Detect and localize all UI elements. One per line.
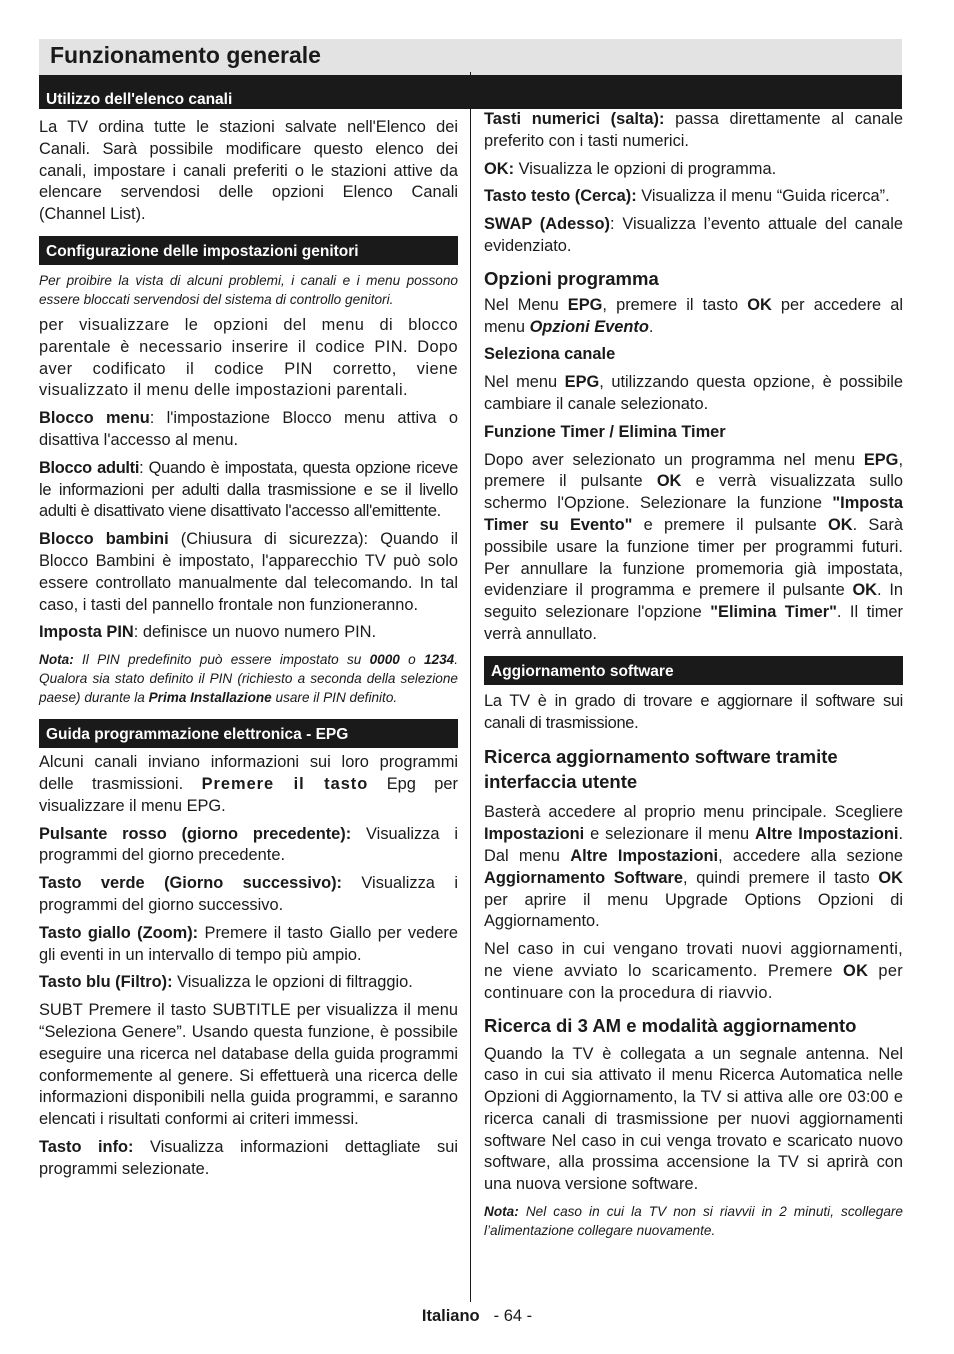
- search-update-paragraph: Basterà accedere al proprio menu principale. Scegliere Impostazioni e selezionare il menu Altre Impostazioni. Dal menu Altre Impostazioni, accedere alla sezione Aggiornamento Software, quindi premere il tasto OK per aprire il menu Upgrade Options Opzioni di Aggiornamento.: [484, 803, 903, 931]
- channel-list-paragraph: La TV ordina tutte le stazioni salvate nell'Elenco dei Canali. Sarà possibile modificare questo elenco dei canali, impostare i canali preferiti o le stazioni attive da elencare servendosi delle opzioni Elenco Canali (Channel List).: [39, 118, 458, 224]
- epg-green-button: Tasto verde (Giorno successivo): Visualizza i programmi del giorno successivo.: [39, 874, 458, 914]
- left-column: [39, 80, 458, 1186]
- blocco-menu-item: Blocco menu: l'impostazione Blocco menu attiva o disattiva l'accesso al menu.: [39, 409, 458, 449]
- timer-heading: Funzione Timer / Elimina Timer: [484, 422, 726, 441]
- pin-note: Nota: Il PIN predefinito può essere impostato su 0000 o 1234. Qualora sia stato definito il PIN (richiesto a seconda della selezione paese) durante la Prima Installazione usare il PIN definito.: [39, 652, 458, 706]
- program-options-paragraph: Nel Menu EPG, premere il tasto OK per accedere al menu Opzioni Evento.: [484, 295, 903, 336]
- update-found-paragraph: Nel caso in cui vengano trovati nuovi aggiornamenti, ne viene avviato lo scaricamento. Premere OK per continuare con la procedura di riavvio.: [484, 940, 903, 1002]
- section-band-parental: Configurazione delle impostazioni genitori: [39, 236, 458, 265]
- numeric-keys-item: Tasti numerici (salta): passa direttamente al canale preferito con i tasti numerici.: [484, 110, 903, 150]
- imposta-pin-item: Imposta PIN: definisce un nuovo numero PIN.: [39, 623, 377, 642]
- ok-item: OK: Visualizza le opzioni di programma.: [484, 159, 777, 178]
- timer-paragraph: Dopo aver selezionato un programma nel menu EPG, premere il pulsante OK e verrà visualizzata sullo schermo l'Opzione. Selezionare la funzione "Imposta Timer su Evento" e premere il pulsante OK. Sarà possibile usare la funzione timer per programmi futuri. Per annullare la funzione promemoria già impostata, evidenziare il programma e premere il pulsante OK. In seguito selezionare l'opzione "Elimina Timer". Il timer verrà annullato.: [484, 450, 904, 643]
- column-divider: [470, 72, 471, 1302]
- text-key-item: Tasto testo (Cerca): Visualizza il menu “Guida ricerca”.: [484, 187, 890, 206]
- page-number: - 64 -: [493, 1307, 533, 1325]
- am-search-heading: Ricerca di 3 AM e modalità aggiornamento: [484, 1014, 857, 1036]
- footer-language: Italiano: [421, 1307, 480, 1325]
- epg-yellow-button: Tasto giallo (Zoom): Premere il tasto Giallo per vedere gli eventi in un intervallo di tempo più ampio.: [39, 923, 459, 964]
- program-options-heading: Opzioni programma: [484, 267, 659, 289]
- swap-item: SWAP (Adesso): Visualizza l’evento attuale del canale evidenziato.: [484, 215, 904, 255]
- section-band-channel-list: Utilizzo dell'elenco canali: [46, 91, 233, 108]
- section-band-epg: Guida programmazione elettronica - EPG: [39, 719, 458, 748]
- restart-note: Nota: Nel caso in cui la TV non si riavvii in 2 minuti, scollegare l’alimentazione collegare nuovamente.: [484, 1204, 903, 1239]
- select-channel-heading: Seleziona canale: [484, 345, 616, 364]
- page-title: Funzionamento generale: [50, 42, 321, 68]
- epg-intro: Alcuni canali inviano informazioni sui loro programmi delle trasmissioni. Premere il tasto Epg per visualizzare il menu EPG.: [39, 753, 458, 815]
- page-title-bar: [39, 39, 902, 75]
- epg-subt: SUBT Premere il tasto SUBTITLE per visualizza il menu “Seleziona Genere”. Usando questa funzione, è possibile eseguire una ricerca nel database della guida programmi conformemente al genere. Si effettuerà una ricerca delle informazioni disponibili nella guida programmi, e saranno elencati i risultati conformi ai criteri immessi.: [39, 1001, 458, 1129]
- search-update-heading: Ricerca aggiornamento software tramite interfaccia utente: [484, 746, 838, 793]
- epg-red-button: Pulsante rosso (giorno precedente): Visualizza i programmi del giorno precedente.: [39, 824, 458, 865]
- section-band-software-update: Aggiornamento software: [484, 656, 903, 685]
- epg-blue-button: Tasto blu (Filtro): Visualizza le opzioni di filtraggio.: [39, 973, 413, 992]
- software-update-paragraph: La TV è in grado di trovare e aggiornare il software sui canali di trasmissione.: [484, 691, 903, 732]
- page-footer: [0, 1307, 954, 1326]
- parental-paragraph: per visualizzare le opzioni del menu di blocco parentale è necessario inserire il codice PIN. Dopo aver codificato il codice PIN corretto, viene visualizzato il menu delle impostazioni parentali.: [39, 315, 458, 400]
- am-search-paragraph: Quando la TV è collegata a un segnale antenna. Nel caso in cui sia attivato il menu Ricerca Automatica nelle Opzioni di Aggiornamento, la TV si attiva alle ore 03:00 e ricerca canali di trasmissione per nuovi aggiornamenti software Nel caso in cui venga trovato e scaricato nuovo software, alla prossima accensione la TV si aprirà con una nuova versione software.: [484, 1044, 903, 1194]
- right-column: [484, 109, 903, 1246]
- select-channel-paragraph: Nel menu EPG, utilizzando questa opzione, è possibile cambiare il canale selezionato.: [484, 373, 903, 413]
- blocco-bambini-item: Blocco bambini (Chiusura di sicurezza): Quando il Blocco Bambini è impostato, l'apparecchio TV può solo essere controllato manualmente dal telecomando. In tal caso, i tasti del pannello frontale non funzioneranno.: [39, 530, 458, 614]
- parental-note: Per proibire la vista di alcuni problemi, i canali e i menu possono essere bloccati servendosi del sistema di controllo genitori.: [39, 272, 458, 307]
- epg-info-button: Tasto info: Visualizza informazioni dettagliate sui programmi selezionate.: [39, 1137, 459, 1178]
- blocco-adulti-item: Blocco adulti: Quando è impostata, questa opzione riceve le informazioni per adulti dalla trasmissione e se il livello adulti è disattivato viene disattivato l'accesso all'emittente.: [39, 458, 458, 521]
